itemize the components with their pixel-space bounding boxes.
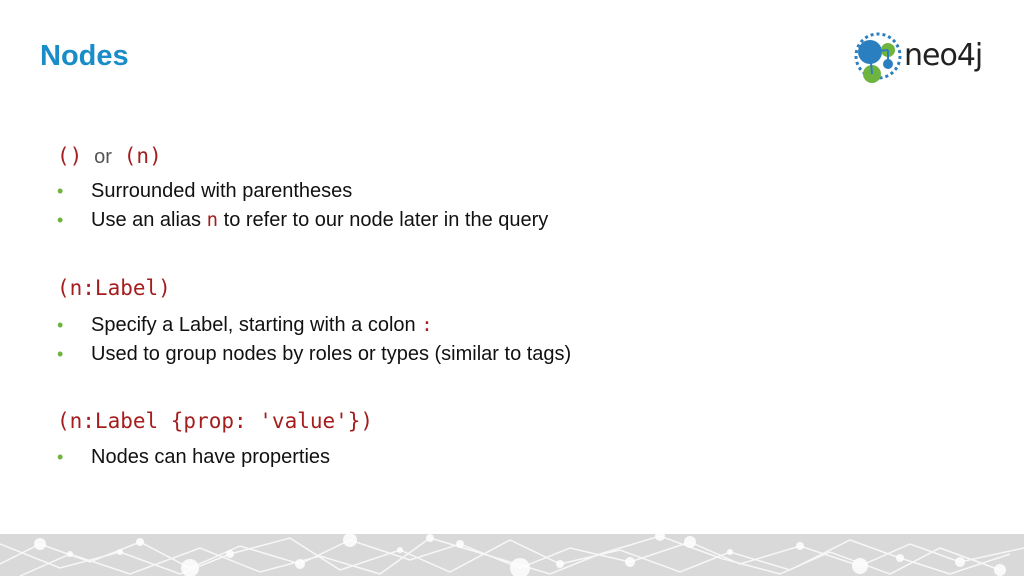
code-properties: (n:Label {prop: 'value'}) [57, 409, 374, 433]
bullet-icon: • [57, 315, 64, 335]
slide-title: Nodes [40, 40, 129, 72]
bullet-list [57, 311, 571, 369]
list-item [57, 443, 373, 472]
bullet-icon: • [57, 344, 64, 364]
bullet-icon: • [57, 447, 64, 467]
bullet-text: Use an alias [91, 209, 207, 231]
bullet-text: Specify a Label, starting with a colon [91, 314, 422, 336]
code-empty-node: () [57, 144, 83, 168]
section-properties-syntax [57, 408, 373, 472]
bullet-text: Nodes can have properties [91, 446, 331, 468]
list-item [57, 206, 548, 235]
section-node-syntax [57, 143, 548, 235]
code-label: (n:Label) [57, 276, 171, 300]
code-line [57, 143, 548, 170]
graph-footer-banner [0, 534, 1024, 576]
bullet-icon: • [57, 181, 64, 201]
list-item [57, 177, 548, 206]
bullet-text: Used to group nodes by roles or types (similar to tags) [91, 343, 572, 365]
code-alias-node: (n) [123, 144, 162, 168]
bullet-text: to refer to our node later in the query [218, 209, 549, 231]
or-text: or [94, 146, 112, 168]
section-label-syntax [57, 275, 571, 369]
bullet-list [57, 177, 548, 235]
list-item [57, 340, 571, 369]
bullet-list [57, 443, 373, 472]
inline-code: : [421, 314, 433, 336]
list-item [57, 311, 571, 340]
bullet-text: Surrounded with parentheses [91, 180, 353, 202]
bullet-icon: • [57, 210, 64, 230]
inline-code: n [206, 209, 219, 231]
graph-pattern-icon [0, 534, 1024, 576]
neo4j-logo-text: neo4j [904, 38, 983, 73]
